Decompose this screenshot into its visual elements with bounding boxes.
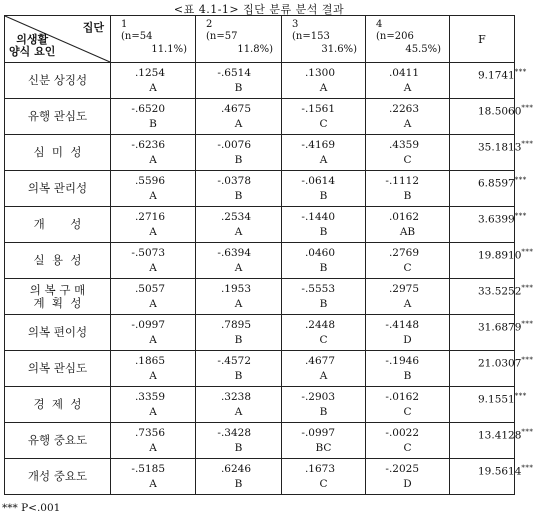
duncan-group: A — [319, 154, 328, 166]
duncan-group: C — [319, 118, 328, 130]
factor-label: 개 성 — [5, 207, 111, 243]
group-cell — [366, 63, 450, 99]
factor-label: 유행 중요도 — [5, 423, 111, 459]
mean-value: .7895 — [220, 319, 251, 331]
duncan-group: AB — [399, 226, 416, 238]
factor-label: 경 제 성 — [5, 387, 111, 423]
duncan-group: C — [319, 334, 328, 346]
f-value: 18.5060 — [478, 105, 522, 118]
significance-footnote: *** P<.001 — [2, 502, 61, 514]
duncan-group: A — [149, 370, 157, 382]
group-cell — [196, 279, 282, 315]
group-cell — [111, 135, 196, 171]
significance-stars: *** — [521, 320, 533, 328]
group-cell — [111, 459, 196, 495]
group-cell — [366, 207, 450, 243]
mean-value: .0460 — [304, 247, 335, 259]
mean-value: -.1440 — [301, 211, 335, 223]
f-cell — [450, 315, 533, 351]
mean-value: .4677 — [304, 355, 335, 367]
f-value: 33.5252 — [478, 285, 522, 298]
duncan-group: C — [319, 478, 328, 490]
f-value: 35.1813 — [478, 141, 522, 154]
group-number: 2 — [206, 19, 213, 30]
table-row — [5, 99, 515, 135]
f-cell — [450, 207, 527, 243]
table-row — [5, 279, 515, 315]
mean-value: -.1112 — [385, 175, 419, 187]
mean-value: .0411 — [388, 67, 419, 79]
group-cell — [282, 63, 366, 99]
significance-stars: *** — [514, 392, 527, 400]
mean-value: -.5185 — [131, 463, 165, 475]
mean-value: .1865 — [134, 355, 165, 367]
mean-value: .5596 — [134, 175, 165, 187]
factor-label: 유행 관심도 — [5, 99, 111, 135]
f-cell — [450, 63, 527, 99]
group-cell — [366, 135, 450, 171]
duncan-group: A — [403, 118, 412, 130]
duncan-group: B — [319, 190, 328, 202]
mean-value: -.0997 — [301, 427, 335, 439]
factor-label: 개성 중요도 — [5, 459, 111, 495]
duncan-group: A — [149, 442, 157, 454]
group-header-4 — [366, 16, 450, 63]
table-row — [5, 387, 515, 423]
f-cell — [450, 171, 527, 207]
group-cell — [282, 171, 366, 207]
group-size: (n=57 — [206, 31, 238, 42]
group-size: (n=54 — [121, 31, 153, 42]
group-cell — [111, 387, 196, 423]
duncan-group: D — [403, 334, 412, 346]
group-percent: 11.8%) — [237, 44, 273, 55]
duncan-group: B — [234, 478, 243, 490]
duncan-group: C — [403, 262, 412, 274]
group-cell — [366, 99, 450, 135]
mean-value: -.0162 — [385, 391, 419, 403]
duncan-group: A — [234, 298, 243, 310]
table-row — [5, 243, 515, 279]
duncan-group: B — [403, 190, 412, 202]
corner-header-cell — [5, 16, 111, 63]
significance-stars: *** — [514, 68, 527, 76]
group-cell — [111, 99, 196, 135]
group-cell — [111, 63, 196, 99]
mean-value: .4675 — [220, 103, 251, 115]
mean-value: .2534 — [220, 211, 251, 223]
group-cell — [196, 351, 282, 387]
corner-bottom-line2: 양식 요인 — [9, 45, 56, 58]
group-cell — [282, 207, 366, 243]
duncan-group: A — [319, 82, 328, 94]
group-cell — [196, 63, 282, 99]
f-value: 19.5614 — [478, 465, 522, 478]
mean-value: .4359 — [388, 139, 419, 151]
mean-value: .2769 — [388, 247, 419, 259]
mean-value: -.1946 — [385, 355, 419, 367]
f-value: 6.8597 — [478, 177, 515, 190]
group-cell — [111, 279, 196, 315]
mean-value: .1300 — [304, 67, 335, 79]
duncan-group: A — [149, 190, 157, 202]
significance-stars: *** — [521, 284, 533, 292]
duncan-group: B — [234, 334, 243, 346]
table-row — [5, 459, 515, 495]
header-row — [5, 16, 515, 63]
mean-value: .5057 — [134, 283, 165, 295]
group-cell — [282, 387, 366, 423]
duncan-group: A — [149, 226, 157, 238]
group-header-2 — [196, 16, 282, 63]
mean-value: -.6514 — [217, 67, 251, 79]
duncan-group: C — [403, 154, 412, 166]
duncan-group: A — [234, 226, 243, 238]
duncan-group: B — [403, 370, 412, 382]
duncan-group: A — [149, 298, 157, 310]
significance-stars: *** — [521, 140, 533, 148]
mean-value: -.0614 — [301, 175, 335, 187]
group-number: 4 — [376, 19, 383, 30]
significance-stars: *** — [521, 104, 533, 112]
mean-value: -.2903 — [301, 391, 335, 403]
f-cell — [450, 459, 533, 495]
duncan-group: A — [149, 82, 157, 94]
f-cell — [450, 351, 533, 387]
duncan-group: BC — [315, 442, 332, 454]
group-cell — [196, 135, 282, 171]
group-cell — [196, 171, 282, 207]
table-row — [5, 171, 515, 207]
mean-value: -.6236 — [131, 139, 165, 151]
table-row — [5, 207, 515, 243]
duncan-group: C — [403, 406, 412, 418]
group-percent: 45.5%) — [405, 44, 441, 55]
table-caption: <표 4.1-1> 집단 분류 분석 결과 — [173, 3, 345, 16]
f-value: 13.4128 — [478, 429, 522, 442]
factor-label: 실 용 성 — [5, 243, 111, 279]
f-value: 19.8910 — [478, 249, 522, 262]
group-cell — [366, 171, 450, 207]
f-value: 9.1741 — [478, 69, 515, 82]
group-number: 3 — [292, 19, 299, 30]
group-cell — [111, 243, 196, 279]
corner-bottom-line1: 의생활 — [16, 33, 49, 46]
duncan-group: A — [403, 82, 412, 94]
factor-label: 의 복 구 매 계 획 성 — [5, 279, 111, 315]
group-cell — [111, 315, 196, 351]
factor-label: 의복 편이성 — [5, 315, 111, 351]
duncan-group: B — [319, 298, 328, 310]
f-cell — [450, 387, 527, 423]
mean-value: .7356 — [134, 427, 165, 439]
duncan-group: B — [319, 226, 328, 238]
group-cell — [366, 279, 450, 315]
mean-value: -.0997 — [131, 319, 165, 331]
mean-value: -.1561 — [301, 103, 335, 115]
mean-value: -.5073 — [131, 247, 165, 259]
table-row — [5, 63, 515, 99]
mean-value: -.4572 — [217, 355, 251, 367]
duncan-group: A — [403, 298, 412, 310]
duncan-group: A — [149, 262, 157, 274]
duncan-group: A — [234, 406, 243, 418]
group-cell — [366, 423, 450, 459]
group-cell — [111, 207, 196, 243]
f-header: F — [450, 16, 515, 63]
duncan-group: A — [149, 478, 157, 490]
factor-label: 의복 관심도 — [5, 351, 111, 387]
significance-stars: *** — [521, 356, 533, 364]
mean-value: -.5553 — [301, 283, 335, 295]
duncan-group: A — [149, 154, 157, 166]
duncan-group: D — [403, 478, 412, 490]
table-row — [5, 423, 515, 459]
mean-value: .6246 — [220, 463, 251, 475]
mean-value: .2975 — [388, 283, 419, 295]
group-header-3 — [282, 16, 366, 63]
mean-value: .2448 — [304, 319, 335, 331]
group-cell — [282, 423, 366, 459]
f-value: 31.6879 — [478, 321, 522, 334]
duncan-group: B — [234, 370, 243, 382]
duncan-group: B — [234, 154, 243, 166]
corner-top-label: 집단 — [82, 21, 104, 34]
group-cell — [111, 171, 196, 207]
group-cell — [282, 99, 366, 135]
mean-value: .3238 — [220, 391, 251, 403]
duncan-group: B — [234, 442, 243, 454]
significance-stars: *** — [514, 176, 527, 184]
group-cell — [366, 315, 450, 351]
table-row — [5, 351, 515, 387]
f-cell — [450, 99, 533, 135]
duncan-group: A — [149, 334, 157, 346]
factor-label: 신분 상징성 — [5, 63, 111, 99]
mean-value: -.6520 — [131, 103, 165, 115]
group-percent: 11.1%) — [151, 44, 187, 55]
group-cell — [282, 243, 366, 279]
group-cell — [282, 315, 366, 351]
group-header-1 — [111, 16, 196, 63]
group-cell — [196, 315, 282, 351]
group-cell — [111, 423, 196, 459]
duncan-group: B — [319, 262, 328, 274]
significance-stars: *** — [514, 212, 527, 220]
group-cell — [366, 459, 450, 495]
f-cell — [450, 423, 533, 459]
duncan-group: A — [319, 370, 328, 382]
mean-value: .2263 — [388, 103, 419, 115]
group-cell — [196, 459, 282, 495]
table-row — [5, 135, 515, 171]
mean-value: .2716 — [134, 211, 165, 223]
mean-value: .1953 — [220, 283, 251, 295]
f-value: 9.1551 — [478, 393, 515, 406]
f-cell — [450, 279, 533, 315]
duncan-group: B — [234, 190, 243, 202]
duncan-group: B — [319, 406, 328, 418]
group-cell — [196, 387, 282, 423]
group-cell — [366, 243, 450, 279]
group-size: (n=206 — [376, 31, 414, 42]
duncan-group: C — [403, 442, 412, 454]
mean-value: .3359 — [134, 391, 165, 403]
mean-value: -.6394 — [217, 247, 251, 259]
group-cell — [366, 351, 450, 387]
group-cell — [366, 387, 450, 423]
group-cell — [111, 351, 196, 387]
duncan-group: B — [234, 82, 243, 94]
significance-stars: *** — [521, 428, 533, 436]
table-row — [5, 315, 515, 351]
mean-value: -.3428 — [217, 427, 251, 439]
group-size: (n=153 — [292, 31, 330, 42]
mean-value: .0162 — [388, 211, 419, 223]
mean-value: -.4169 — [301, 139, 335, 151]
mean-value: .1673 — [304, 463, 335, 475]
mean-value: -.4148 — [385, 319, 419, 331]
duncan-group: A — [234, 118, 243, 130]
significance-stars: *** — [521, 464, 533, 472]
mean-value: -.0378 — [217, 175, 251, 187]
mean-value: -.0076 — [217, 139, 251, 151]
group-number: 1 — [121, 19, 128, 30]
group-cell — [196, 423, 282, 459]
f-value: 3.6399 — [478, 213, 515, 226]
group-cell — [282, 351, 366, 387]
factor-label: 심 미 성 — [5, 135, 111, 171]
group-cell — [196, 207, 282, 243]
f-cell — [450, 243, 533, 279]
group-cell — [282, 459, 366, 495]
group-cell — [196, 99, 282, 135]
duncan-group: A — [234, 262, 243, 274]
group-cell — [282, 135, 366, 171]
significance-stars: *** — [521, 248, 533, 256]
factor-label: 의복 관리성 — [5, 171, 111, 207]
mean-value: .1254 — [134, 67, 165, 79]
f-cell — [450, 135, 533, 171]
duncan-group: A — [149, 406, 157, 418]
group-cell — [196, 243, 282, 279]
duncan-group: B — [149, 118, 157, 130]
cluster-analysis-table — [4, 15, 533, 495]
group-cell — [282, 279, 366, 315]
corner-bottom-label — [9, 34, 55, 58]
group-percent: 31.6%) — [321, 44, 357, 55]
mean-value: -.2025 — [385, 463, 419, 475]
mean-value: -.0022 — [385, 427, 419, 439]
f-value: 21.0307 — [478, 357, 522, 370]
